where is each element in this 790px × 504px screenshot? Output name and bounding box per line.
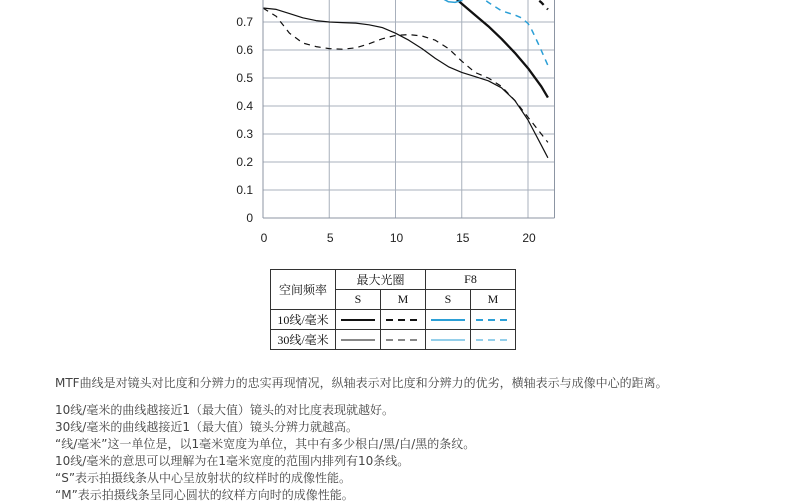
x-tick-label: 0 (260, 231, 268, 245)
legend-swatch (426, 310, 471, 330)
x-tick-label: 15 (456, 231, 470, 245)
legend-col-s: S (336, 290, 381, 310)
legend-swatch (381, 330, 426, 350)
swatch-30-m-f8 (475, 337, 511, 343)
legend-col-m: M (381, 290, 426, 310)
y-tick-label: 0.1 (236, 183, 253, 197)
notes-line: 10线/毫米的意思可以理解为在1毫米宽度的范围内排列有10条线。 (55, 454, 410, 468)
x-axis-ticks (261, 231, 536, 245)
notes-line: “S”表示拍摄线条从中心呈放射状的纹样时的成像性能。 (55, 471, 352, 485)
y-tick-label: 0.2 (236, 155, 253, 169)
notes-line: “线/毫米”这一单位是，以1毫米宽度为单位，其中有多少根白/黑/白/黑的条纹。 (55, 437, 476, 451)
notes-line: 10线/毫米的曲线越接近1（最大值）镜头的对比度表现就越好。 (55, 403, 394, 417)
swatch-10-m-max (385, 317, 421, 323)
mtf-explanation (55, 374, 785, 504)
legend-swatch (336, 330, 381, 350)
legend-row-30lpmm: 30线/毫米 (271, 330, 336, 350)
legend-row-10lpmm: 10线/毫米 (271, 310, 336, 330)
swatch-30-s-f8 (430, 337, 466, 343)
legend-swatch (471, 330, 516, 350)
y-tick-label: 0 (246, 211, 253, 225)
mtf-legend-table (270, 269, 516, 350)
y-tick-label: 0.3 (236, 127, 253, 141)
notes-intro: MTF曲线是对镜头对比度和分辨力的忠实再现情况，纵轴表示对比度和分辨力的优劣，横轴表示与成像中心的距离。 (55, 376, 668, 390)
x-tick-label: 5 (326, 231, 334, 245)
legend-col-m: M (471, 290, 516, 310)
y-tick-label: 0.6 (236, 43, 253, 57)
swatch-10-s-f8 (430, 317, 466, 323)
x-tick-label: 10 (389, 231, 404, 245)
y-tick-label: 0.5 (236, 71, 253, 85)
notes-line: 30线/毫米的曲线越接近1（最大值）镜头分辨力就越高。 (55, 420, 358, 434)
series-line (263, 8, 548, 158)
legend-group-f8: F8 (426, 270, 516, 290)
series-line (531, 0, 548, 9)
legend-swatch (336, 310, 381, 330)
legend-swatch (426, 330, 471, 350)
series-line (451, 0, 548, 98)
series-line (478, 0, 548, 65)
legend-corner: 空间频率 (271, 270, 336, 310)
y-tick-label: 0.7 (236, 15, 253, 29)
legend-swatch (381, 310, 426, 330)
chart-frame (263, 0, 555, 218)
legend-group-max-aperture: 最大光圈 (336, 270, 426, 290)
chart-grid (263, 0, 555, 218)
x-tick-label: 20 (522, 231, 536, 245)
y-axis-ticks (236, 15, 253, 225)
swatch-30-s-max (340, 337, 376, 343)
swatch-30-m-max (385, 337, 421, 343)
swatch-10-m-f8 (475, 317, 511, 323)
legend-col-s: S (426, 290, 471, 310)
series-line (263, 8, 548, 142)
swatch-10-s-max (340, 317, 376, 323)
legend-swatch (471, 310, 516, 330)
y-tick-label: 0.4 (236, 99, 253, 113)
notes-line: “M”表示拍摄线条呈同心圆状的纹样方向时的成像性能。 (55, 488, 354, 502)
